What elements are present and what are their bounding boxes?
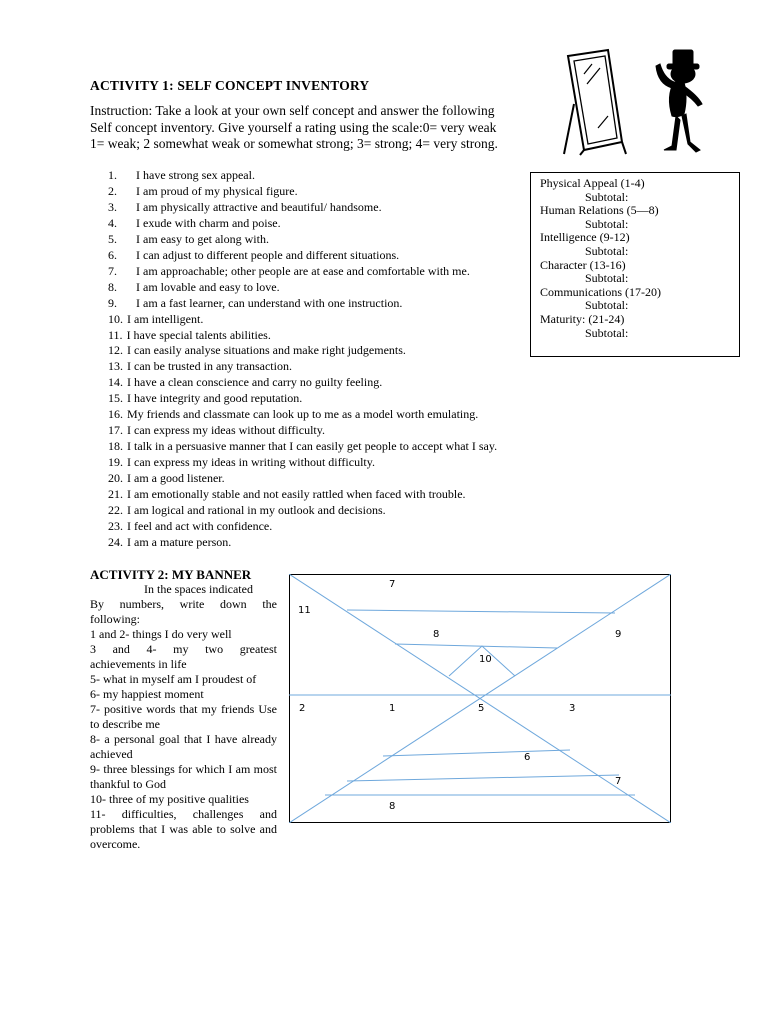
banner-label-8: 8 bbox=[433, 629, 440, 640]
list-item: 6. I can adjust to different people and different situations. bbox=[108, 247, 400, 262]
instruction-line: 11- difficulties, challenges and problems that I was able to solve and overcome. bbox=[90, 807, 277, 851]
instruction-line: 1= weak; 2 somewhat weak or somewhat strong; 3= strong; 4= very strong. bbox=[90, 136, 498, 151]
banner-label-10: 10 bbox=[479, 654, 492, 665]
mirror-icon bbox=[564, 50, 626, 155]
banner-label-7: 7 bbox=[389, 579, 396, 590]
banner-label-1: 1 bbox=[389, 703, 396, 714]
score-category: Physical Appeal (1-4) bbox=[540, 176, 645, 190]
list-item: 8. I am lovable and easy to love. bbox=[108, 279, 280, 294]
instruction-line: 9- three blessings for which I am most thankful to God bbox=[90, 762, 277, 791]
list-item: 15. I have integrity and good reputation. bbox=[108, 391, 303, 406]
list-item: 24. I am a mature person. bbox=[108, 534, 232, 549]
list-item: 3. I am physically attractive and beautiful/ handsome. bbox=[108, 199, 382, 214]
score-category: Intelligence (9-12) bbox=[540, 230, 630, 245]
instruction-line: 10- three of my positive qualities bbox=[90, 792, 249, 806]
banner-label-11: 11 bbox=[298, 605, 311, 616]
list-item: 21. I am emotionally stable and not easily rattled when faced with trouble. bbox=[108, 487, 466, 502]
banner-label-8b: 8 bbox=[389, 801, 396, 812]
person-icon bbox=[656, 50, 702, 152]
instruction-line: 8- a personal goal that I have already achieved bbox=[90, 732, 277, 761]
list-item: 23. I feel and act with confidence. bbox=[108, 518, 273, 533]
activity1-title: ACTIVITY 1: SELF CONCEPT INVENTORY bbox=[90, 78, 370, 93]
list-item: 2. I am proud of my physical figure. bbox=[108, 183, 298, 198]
instruction-line: Instruction: Take a look at your own self concept and answer the following bbox=[90, 103, 495, 118]
list-item: 13. I can be trusted in any transaction. bbox=[108, 359, 292, 374]
instruction-line: 6- my happiest moment bbox=[90, 687, 204, 701]
banner-label-3: 3 bbox=[569, 703, 576, 714]
list-item: 11. I have special talents abilities. bbox=[108, 327, 271, 342]
score-subtotal: Subtotal: bbox=[585, 189, 629, 204]
score-subtotal: Subtotal: bbox=[585, 216, 629, 231]
activity1-instruction bbox=[90, 103, 550, 153]
list-item: 17. I can express my ideas without difficulty. bbox=[108, 423, 325, 438]
instruction-line: 7- positive words that my friends Use to describe me bbox=[90, 702, 277, 731]
activity2-title: ACTIVITY 2: MY BANNER bbox=[90, 567, 252, 582]
list-item: 4. I exude with charm and poise. bbox=[108, 215, 281, 230]
banner-label-9: 9 bbox=[615, 629, 622, 640]
list-item: 7. I am approachable; other people are at ease and comfortable with me. bbox=[108, 263, 470, 278]
banner-label-6: 6 bbox=[524, 752, 531, 763]
score-category: Human Relations (5—8) bbox=[540, 203, 659, 218]
list-item: 18. I talk in a persuasive manner that I can easily get people to accept what I say. bbox=[108, 439, 498, 454]
banner-label-7b: 7 bbox=[615, 776, 622, 787]
banner-lines bbox=[289, 574, 671, 823]
inventory-list bbox=[108, 168, 497, 551]
banner-diagram bbox=[289, 574, 671, 823]
list-item: 14. I have a clean conscience and carry no guilty feeling. bbox=[108, 375, 383, 390]
banner-label-2: 2 bbox=[299, 703, 306, 714]
instruction-line: 1 and 2- things I do very well bbox=[90, 627, 232, 641]
list-item: 19. I can express my ideas in writing without difficulty. bbox=[108, 455, 375, 470]
list-item: 10. I am intelligent. bbox=[108, 311, 204, 326]
list-item: 5. I am easy to get along with. bbox=[108, 231, 269, 246]
score-subtotal: Subtotal: bbox=[585, 271, 629, 286]
instruction-line: 5- what in myself am I proudest of bbox=[90, 672, 257, 686]
score-subtotal: Subtotal: bbox=[585, 298, 629, 313]
score-category: Character (13-16) bbox=[540, 257, 626, 272]
instruction-line: 3 and 4- my two greatest achievements in life bbox=[90, 642, 277, 671]
score-subtotal: Subtotal: bbox=[585, 325, 629, 340]
score-summary-box bbox=[530, 172, 740, 357]
score-category: Communications (17-20) bbox=[540, 284, 661, 299]
banner-label-5: 5 bbox=[478, 703, 485, 714]
score-category: Maturity: (21-24) bbox=[540, 311, 625, 326]
list-item: 20. I am a good listener. bbox=[108, 471, 225, 486]
list-item: 9. I am a fast learner, can understand with one instruction. bbox=[108, 295, 403, 310]
list-item: 1. I have strong sex appeal. bbox=[108, 168, 255, 182]
instruction-line: Self concept inventory. Give yourself a rating using the scale:0= very weak bbox=[90, 119, 497, 135]
mirror-and-figure-illustration bbox=[560, 44, 710, 156]
activity2-intro: In the spaces indicated bbox=[144, 582, 253, 596]
score-subtotal: Subtotal: bbox=[585, 243, 629, 258]
list-item: 16. My friends and classmate can look up to me as a model worth emulating. bbox=[108, 407, 479, 422]
instruction-line: By numbers, write down the following: bbox=[90, 597, 277, 626]
list-item: 22. I am logical and rational in my outlook and decisions. bbox=[108, 503, 386, 518]
activity2-instructions bbox=[90, 582, 277, 852]
list-item: 12. I can easily analyse situations and make right judgements. bbox=[108, 343, 406, 358]
